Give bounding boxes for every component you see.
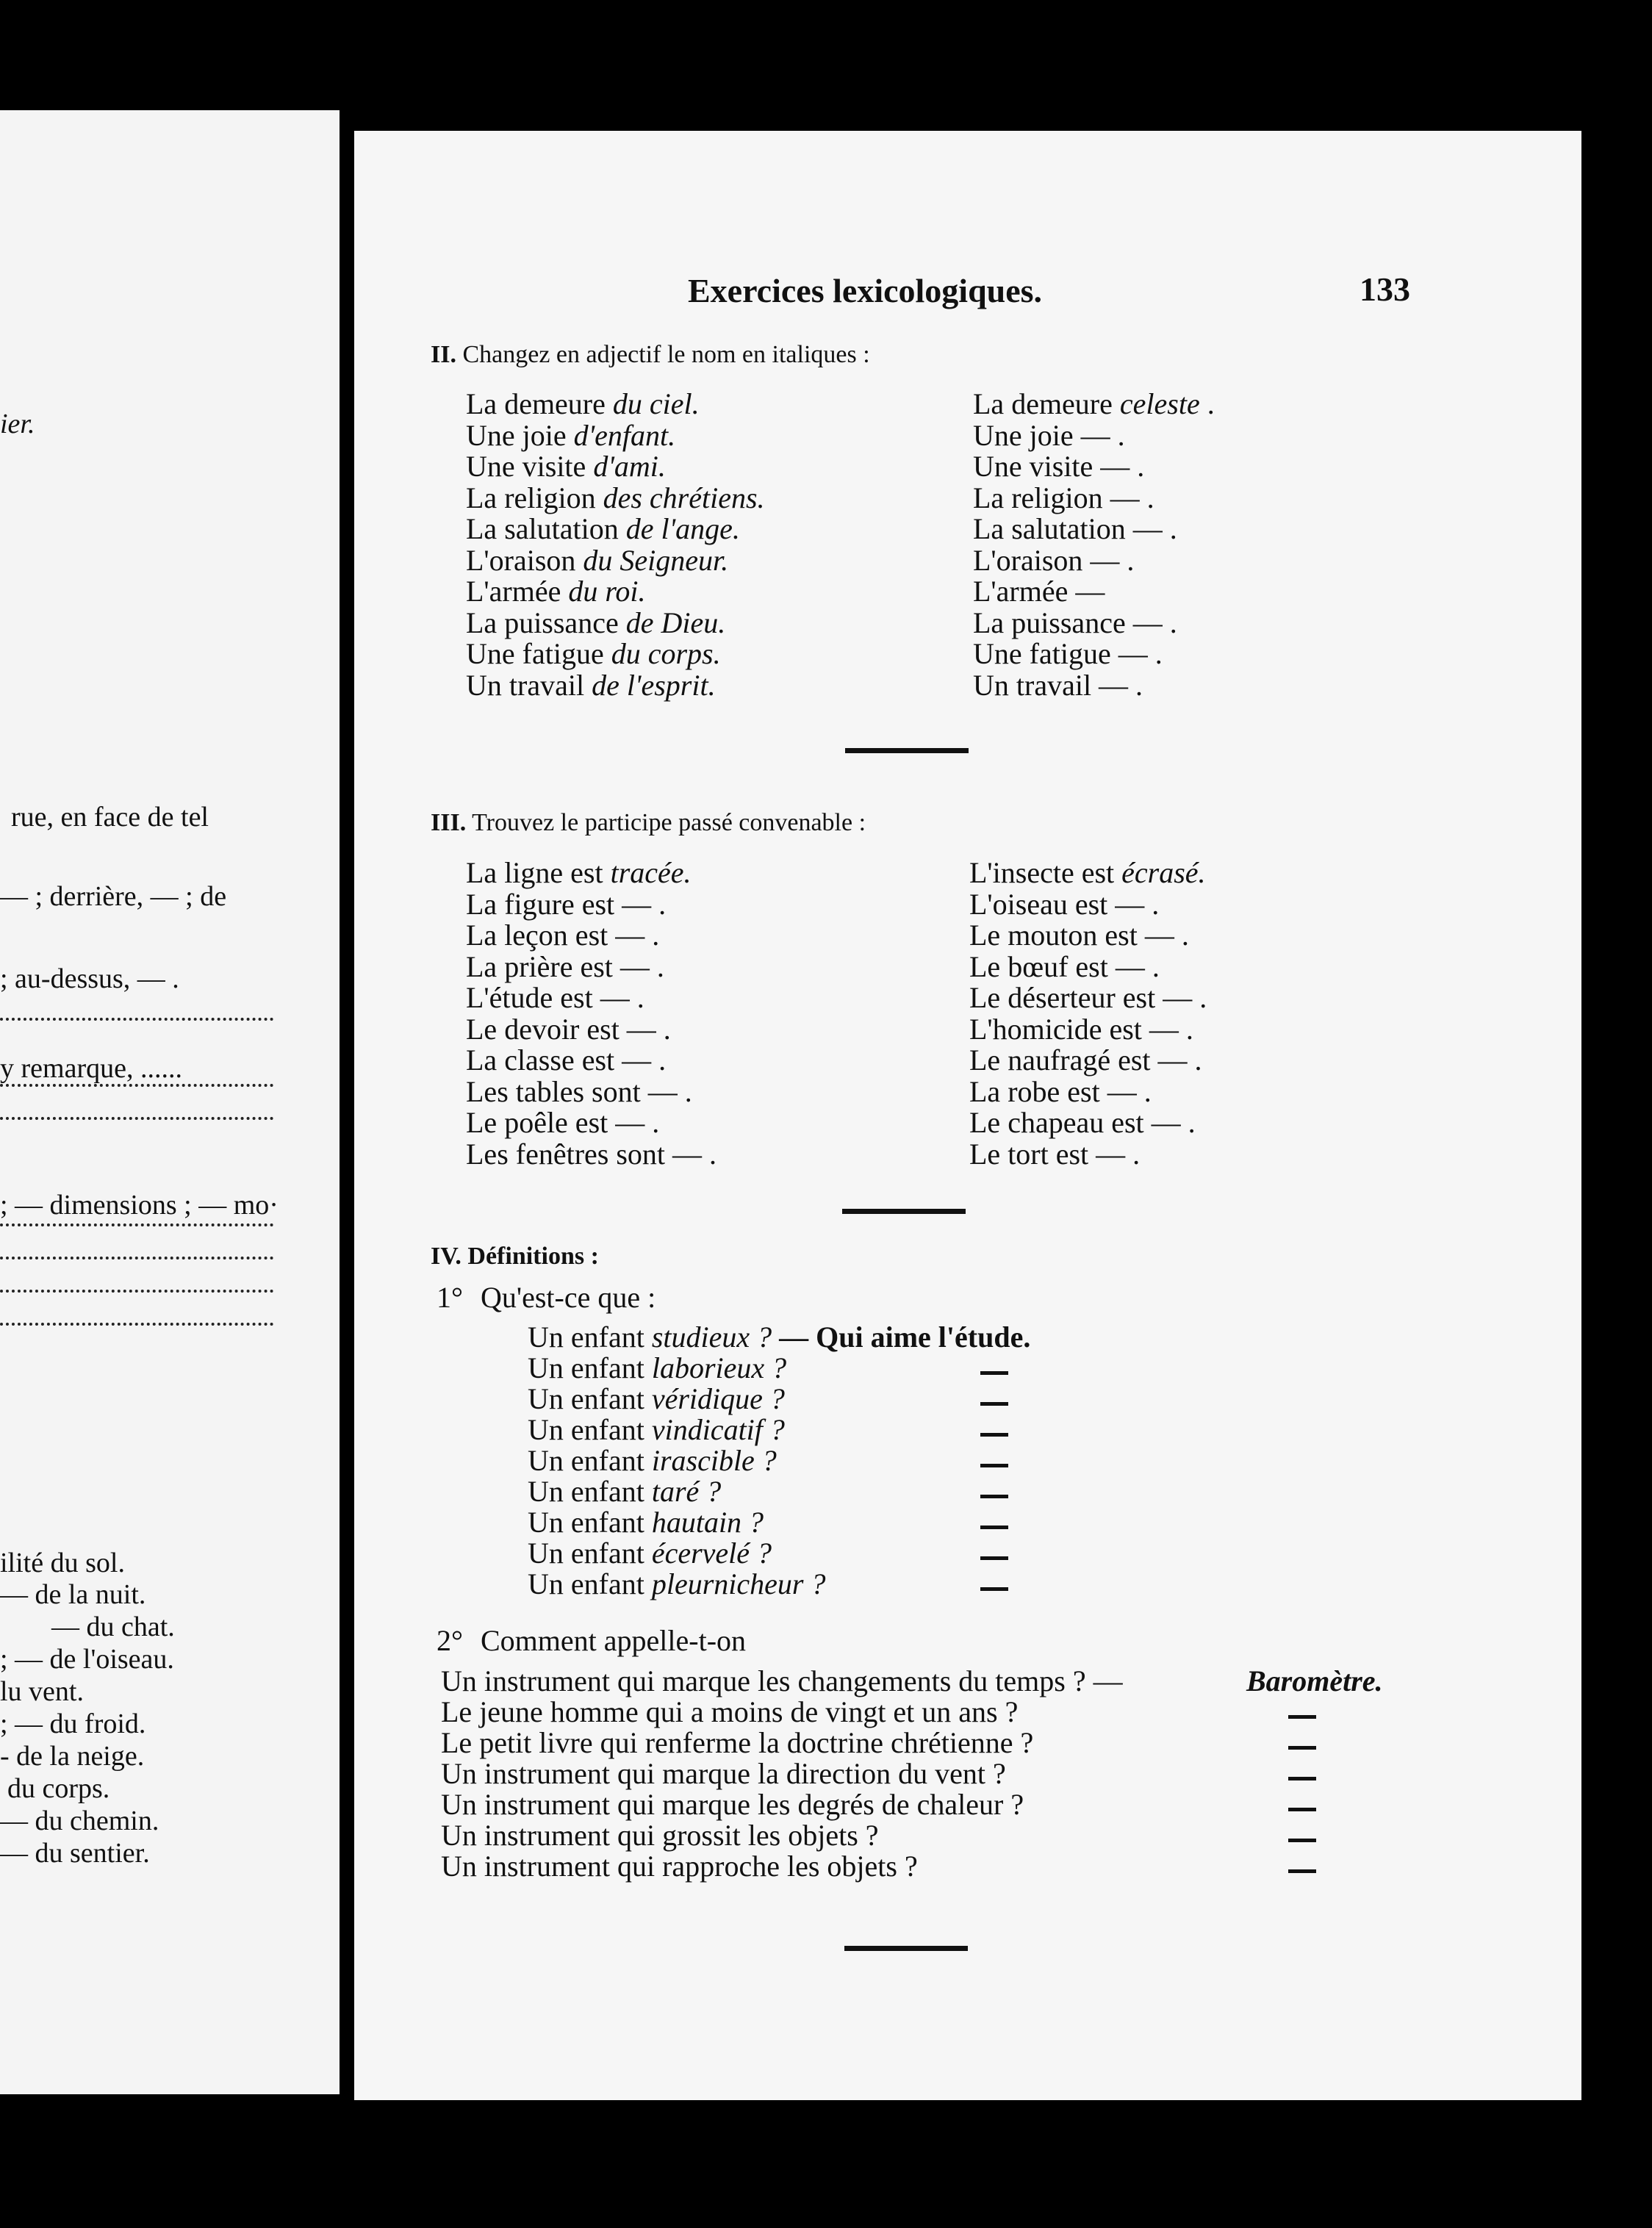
exercise-left-item — [466, 887, 667, 921]
item-text: Le tort est — . — [969, 1137, 1141, 1171]
item-italic-word: hautain ? — [651, 1506, 764, 1539]
exercise-right-item — [973, 668, 1143, 702]
exercise-right-item — [973, 452, 1144, 481]
exercise-right-item — [973, 639, 1163, 669]
section4-title: IV. Définitions : — [431, 1243, 599, 1270]
item-italic-word: studieux ? — [651, 1320, 772, 1354]
item-italic-word: des chrétiens. — [603, 481, 765, 514]
item-text: Les tables sont — . — [466, 1074, 692, 1108]
answer-dash — [980, 1433, 1008, 1437]
item-text: L'insecte est — [969, 856, 1122, 889]
left-fragment-line: ; au-dessus, — . — [0, 963, 179, 994]
exercise-left-item — [466, 605, 726, 639]
item-text: Un enfant — [528, 1537, 652, 1570]
item-text: L'étude est — . — [466, 981, 644, 1014]
exercise-left-item — [466, 452, 666, 481]
item-text: L'armée — [466, 575, 569, 608]
answer-dash — [980, 1587, 1008, 1591]
answer-dash — [1288, 1746, 1316, 1750]
section2-title: II. Changez en adjectif le nom en italiques : — [431, 341, 870, 368]
exercise-right-item — [969, 949, 1160, 983]
left-fragment-line: ; — du froid. — [0, 1708, 146, 1739]
item-italic-word: du Seigneur. — [583, 543, 729, 577]
item-italic-word: de l'esprit. — [592, 668, 716, 702]
separator-rule — [842, 1209, 966, 1214]
item-italic-word: écervelé ? — [651, 1537, 772, 1570]
answer-dash — [1288, 1777, 1316, 1780]
definition-item: Un instrument qui marque la direction du vent ? — [441, 1757, 1006, 1790]
item-text: Une joie — [466, 418, 574, 452]
answer-dash — [1288, 1808, 1316, 1811]
item-text: La demeure — [973, 387, 1120, 420]
item-italic-word: du ciel. — [612, 387, 700, 420]
exercise-left-item — [466, 1074, 692, 1108]
item-italic-word: pleurnicheur ? — [651, 1567, 826, 1600]
dotted-fill-line — [0, 1290, 273, 1293]
left-fragment-line: - de la neige. — [0, 1741, 145, 1772]
definition-item — [528, 1477, 721, 1506]
left-fragment-line: lu vent. — [0, 1676, 84, 1707]
exercise-left-item — [466, 949, 664, 983]
dotted-fill-line — [0, 1257, 273, 1259]
answer-dash — [980, 1556, 1008, 1560]
item-text: Une joie — . — [973, 418, 1125, 452]
exercise-left-item — [466, 577, 646, 606]
item-text: La salutation — [466, 512, 626, 545]
exercise-right-item — [973, 418, 1125, 452]
left-fragment-line: ; — de l'oiseau. — [0, 1644, 174, 1675]
item-italic-word: écrasé. — [1121, 856, 1206, 889]
exercise-right-item — [973, 543, 1135, 577]
dotted-fill-line — [0, 1323, 273, 1326]
definition-item — [528, 1508, 764, 1537]
item-text: La puissance — . — [973, 605, 1177, 639]
item-text: La robe est — . — [969, 1074, 1152, 1108]
section4-sub1: 1° Qu'est-ce que : — [437, 1281, 656, 1314]
exercise-right-item — [973, 577, 1105, 606]
left-page-fragment — [0, 110, 340, 2094]
item-text: Un enfant — [528, 1351, 652, 1384]
exercise-right-item — [973, 605, 1177, 639]
dotted-fill-line — [0, 1223, 273, 1226]
left-fragment-line: — de la nuit. — [0, 1579, 146, 1610]
exercise-right-item — [969, 1012, 1193, 1046]
item-text: L'homicide est — . — [969, 1012, 1193, 1046]
item-text: Un enfant — [528, 1413, 652, 1446]
separator-rule — [845, 748, 969, 753]
item-text: Un enfant — [528, 1567, 652, 1600]
item-text: Le naufragé est — . — [969, 1043, 1202, 1077]
item-text: Un enfant — [528, 1382, 652, 1415]
exercise-left-item — [466, 921, 659, 950]
exercise-right-item — [973, 389, 1215, 419]
exercise-left-item — [466, 543, 729, 577]
item-text: Le devoir est — . — [466, 1012, 671, 1046]
item-text: Le mouton est — . — [969, 919, 1189, 952]
answer-dash — [980, 1495, 1008, 1498]
exercise-right-item — [973, 514, 1177, 544]
item-text: La figure est — . — [466, 887, 667, 921]
item-text: La religion — . — [973, 481, 1154, 514]
item-answer: Baromètre. — [1246, 1664, 1383, 1697]
item-text: La leçon est — . — [466, 919, 660, 952]
exercise-left-item — [466, 481, 765, 514]
left-fragment-line: rue, en face de tel — [11, 802, 209, 833]
left-fragment-line: ilité du sol. — [0, 1548, 125, 1578]
answer-dash — [980, 1526, 1008, 1529]
item-text: L'oraison — . — [973, 543, 1135, 577]
exercise-left-item — [466, 668, 716, 702]
section3-title: III. Trouvez le participe passé convenable : — [431, 809, 866, 836]
answer-dash — [1288, 1869, 1316, 1873]
answer-dash — [1288, 1715, 1316, 1719]
exercise-right-item — [969, 887, 1160, 921]
item-text: L'armée — — [973, 575, 1105, 608]
answer-dash — [980, 1371, 1008, 1375]
exercise-left-item — [466, 389, 700, 419]
exercise-right-item — [969, 921, 1189, 950]
item-italic-word: du corps. — [611, 637, 721, 670]
item-text: Une visite — [466, 450, 594, 483]
dotted-fill-line — [0, 1084, 273, 1087]
section4-sub2: 2° Comment appelle-t-on — [437, 1624, 747, 1657]
item-text: Un enfant — [528, 1444, 652, 1477]
exercise-right-item — [969, 1137, 1141, 1171]
item-text: La demeure — [466, 387, 613, 420]
left-fragment-line: — du chemin. — [0, 1805, 159, 1836]
answer-dash — [980, 1402, 1008, 1406]
definition-item: Le jeune homme qui a moins de vingt et un ans ? — [441, 1695, 1019, 1728]
item-text: La ligne est — [466, 856, 611, 889]
item-text: La religion — [466, 481, 603, 514]
item-italic-word: de Dieu. — [625, 605, 726, 639]
exercise-left-item — [466, 1043, 667, 1077]
item-italic-word: du roi. — [568, 575, 646, 608]
item-text: Un enfant — [528, 1506, 652, 1539]
exercise-right-item — [969, 983, 1207, 1013]
item-italic-word: irascible ? — [651, 1444, 777, 1477]
definition-item — [528, 1351, 787, 1384]
exercise-right-item — [969, 858, 1206, 888]
definition-item — [528, 1446, 777, 1476]
item-text: La prière est — . — [466, 949, 664, 983]
left-fragment-line: — du chat. — [51, 1611, 175, 1642]
definition-item: Un instrument qui grossit les objets ? — [441, 1819, 879, 1852]
item-text: Le chapeau est — . — [969, 1106, 1196, 1139]
exercise-left-item — [466, 1137, 717, 1171]
item-italic-word: taré ? — [651, 1475, 722, 1508]
exercise-right-item — [969, 1043, 1202, 1077]
item-text: Le poêle est — . — [466, 1106, 660, 1139]
item-text: Un enfant — [528, 1475, 652, 1508]
left-fragment-line: y remarque, ...... — [0, 1053, 182, 1084]
left-fragment-line: — du sentier. — [0, 1838, 150, 1869]
item-text: Une fatigue — [466, 637, 611, 670]
left-fragment-line: — ; derrière, — ; de — [0, 881, 227, 912]
item-text: Une visite — . — [973, 450, 1145, 483]
item-italic-word: celeste — [1119, 387, 1200, 420]
definition-item — [528, 1567, 826, 1600]
exercise-left-item — [466, 514, 740, 544]
item-answer: — Qui aime l'étude. — [772, 1320, 1031, 1354]
page-number: 133 — [1360, 270, 1410, 308]
running-head: Exercices lexicologiques. — [688, 272, 1043, 309]
definition-item: Le petit livre qui renferme la doctrine chrétienne ? — [441, 1726, 1034, 1759]
item-text: La puissance — [466, 605, 626, 639]
exercise-left-item — [466, 1108, 659, 1138]
definition-item — [528, 1539, 772, 1568]
separator-rule — [844, 1946, 968, 1951]
answer-dash — [980, 1464, 1008, 1467]
definition-item — [528, 1384, 785, 1414]
definition-item: Un instrument qui marque les degrés de chaleur ? — [441, 1788, 1024, 1821]
dotted-fill-line — [0, 1018, 273, 1021]
left-fragment-line: du corps. — [7, 1773, 110, 1804]
definition-item — [528, 1320, 1031, 1354]
item-text: L'oraison — [466, 543, 583, 577]
item-text: Le déserteur est — . — [969, 981, 1207, 1014]
item-text: Un travail — [466, 668, 592, 702]
definition-item — [528, 1415, 785, 1445]
exercise-left-item — [466, 1012, 671, 1046]
dotted-fill-line — [0, 1117, 273, 1120]
item-italic-word: véridique ? — [651, 1382, 785, 1415]
item-italic-word: laborieux ? — [651, 1351, 787, 1384]
item-italic-word: d'ami. — [593, 450, 666, 483]
item-text: La salutation — . — [973, 512, 1177, 545]
item-italic-word: d'enfant. — [573, 418, 676, 452]
item-text: Un enfant — [528, 1320, 652, 1354]
left-fragment-line: ier. — [0, 409, 35, 439]
item-text: Le bœuf est — . — [969, 949, 1160, 983]
item-italic-word: tracée. — [610, 856, 692, 889]
exercise-left-item — [466, 858, 692, 888]
item-text: Les fenêtres sont — . — [466, 1137, 717, 1171]
item-italic-word: vindicatif ? — [651, 1413, 785, 1446]
item-text: La classe est — . — [466, 1043, 667, 1077]
exercise-left-item — [466, 418, 676, 452]
definition-item: Un instrument qui marque les changements du temps ? — — [441, 1664, 1123, 1697]
exercise-right-item — [969, 1108, 1196, 1138]
left-fragment-line: ; — dimensions ; — mo· — [0, 1190, 279, 1221]
exercise-left-item — [466, 639, 721, 669]
item-text: L'oiseau est — . — [969, 887, 1160, 921]
answer-dash — [1288, 1839, 1316, 1842]
item-text: Une fatigue — . — [973, 637, 1163, 670]
exercise-left-item — [466, 983, 644, 1013]
item-text: Un travail — . — [973, 668, 1143, 702]
exercise-right-item — [973, 481, 1154, 514]
definition-item: Un instrument qui rapproche les objets ? — [441, 1850, 918, 1883]
item-italic-word: de l'ange. — [625, 512, 740, 545]
exercise-right-item — [969, 1074, 1152, 1108]
item-text: . — [1199, 387, 1215, 420]
right-page — [354, 131, 1581, 2100]
